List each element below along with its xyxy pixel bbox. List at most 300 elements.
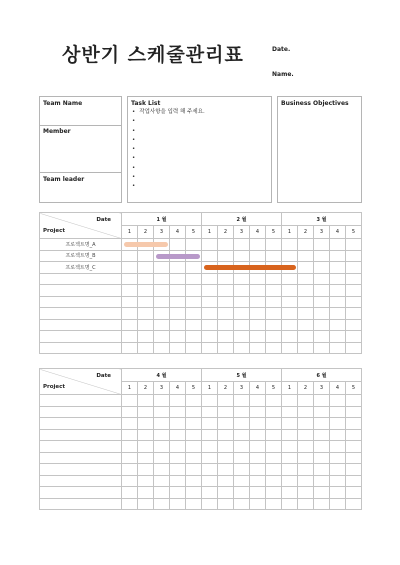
- schedule-cell[interactable]: [298, 429, 314, 441]
- schedule-cell[interactable]: [282, 308, 298, 320]
- schedule-cell[interactable]: [250, 319, 266, 331]
- schedule-cell[interactable]: [122, 296, 138, 308]
- schedule-cell[interactable]: [250, 487, 266, 499]
- schedule-cell[interactable]: [122, 475, 138, 487]
- schedule-cell[interactable]: [154, 487, 170, 499]
- schedule-cell[interactable]: [186, 487, 202, 499]
- schedule-cell[interactable]: [218, 406, 234, 418]
- schedule-cell[interactable]: [346, 262, 362, 274]
- schedule-cell[interactable]: [266, 296, 282, 308]
- schedule-cell[interactable]: [266, 441, 282, 453]
- schedule-cell[interactable]: [346, 475, 362, 487]
- schedule-cell[interactable]: [186, 342, 202, 354]
- schedule-cell[interactable]: [170, 441, 186, 453]
- schedule-cell[interactable]: [218, 308, 234, 320]
- schedule-cell[interactable]: [282, 464, 298, 476]
- schedule-cell[interactable]: [154, 418, 170, 430]
- schedule-cell[interactable]: [314, 452, 330, 464]
- schedule-cell[interactable]: [314, 319, 330, 331]
- schedule-cell[interactable]: [218, 273, 234, 285]
- schedule-cell[interactable]: [218, 342, 234, 354]
- schedule-cell[interactable]: [218, 418, 234, 430]
- schedule-cell[interactable]: [202, 285, 218, 297]
- schedule-cell[interactable]: [234, 429, 250, 441]
- schedule-cell[interactable]: [186, 418, 202, 430]
- schedule-cell[interactable]: [330, 441, 346, 453]
- schedule-cell[interactable]: [266, 464, 282, 476]
- schedule-cell[interactable]: [170, 498, 186, 510]
- schedule-cell[interactable]: [282, 342, 298, 354]
- schedule-cell[interactable]: [138, 418, 154, 430]
- schedule-cell[interactable]: [202, 429, 218, 441]
- task-item[interactable]: [132, 154, 205, 163]
- schedule-cell[interactable]: [250, 475, 266, 487]
- schedule-cell[interactable]: [186, 429, 202, 441]
- schedule-cell[interactable]: [170, 285, 186, 297]
- schedule-cell[interactable]: [250, 262, 266, 274]
- schedule-cell[interactable]: [170, 452, 186, 464]
- schedule-cell[interactable]: [346, 239, 362, 251]
- schedule-cell[interactable]: [154, 239, 170, 251]
- schedule-cell[interactable]: [346, 498, 362, 510]
- schedule-cell[interactable]: [298, 441, 314, 453]
- schedule-cell[interactable]: [234, 239, 250, 251]
- schedule-cell[interactable]: [250, 429, 266, 441]
- schedule-cell[interactable]: [314, 441, 330, 453]
- schedule-cell[interactable]: [282, 262, 298, 274]
- schedule-cell[interactable]: [170, 273, 186, 285]
- schedule-cell[interactable]: [218, 250, 234, 262]
- schedule-cell[interactable]: [330, 250, 346, 262]
- schedule-cell[interactable]: [314, 262, 330, 274]
- project-name-cell[interactable]: [40, 475, 122, 487]
- schedule-cell[interactable]: [122, 239, 138, 251]
- schedule-cell[interactable]: [314, 285, 330, 297]
- schedule-cell[interactable]: [314, 273, 330, 285]
- schedule-cell[interactable]: [250, 464, 266, 476]
- schedule-cell[interactable]: [346, 342, 362, 354]
- schedule-cell[interactable]: [122, 429, 138, 441]
- schedule-cell[interactable]: [266, 342, 282, 354]
- schedule-cell[interactable]: [266, 475, 282, 487]
- schedule-cell[interactable]: [122, 273, 138, 285]
- schedule-cell[interactable]: [122, 319, 138, 331]
- project-name-cell[interactable]: [40, 429, 122, 441]
- schedule-cell[interactable]: [154, 262, 170, 274]
- schedule-cell[interactable]: [170, 331, 186, 343]
- schedule-cell[interactable]: [218, 262, 234, 274]
- schedule-cell[interactable]: [218, 395, 234, 407]
- schedule-cell[interactable]: [330, 475, 346, 487]
- schedule-cell[interactable]: [186, 464, 202, 476]
- schedule-cell[interactable]: [346, 429, 362, 441]
- schedule-cell[interactable]: [138, 239, 154, 251]
- schedule-cell[interactable]: [138, 464, 154, 476]
- schedule-cell[interactable]: [282, 331, 298, 343]
- schedule-cell[interactable]: [330, 308, 346, 320]
- schedule-cell[interactable]: [202, 250, 218, 262]
- schedule-cell[interactable]: [186, 308, 202, 320]
- project-name-cell[interactable]: [40, 331, 122, 343]
- schedule-cell[interactable]: [282, 429, 298, 441]
- schedule-cell[interactable]: [266, 498, 282, 510]
- schedule-cell[interactable]: [202, 262, 218, 274]
- schedule-cell[interactable]: [138, 342, 154, 354]
- schedule-cell[interactable]: [122, 452, 138, 464]
- schedule-cell[interactable]: [314, 342, 330, 354]
- schedule-cell[interactable]: [250, 331, 266, 343]
- schedule-cell[interactable]: [266, 239, 282, 251]
- schedule-cell[interactable]: [346, 319, 362, 331]
- schedule-cell[interactable]: [218, 452, 234, 464]
- schedule-cell[interactable]: [314, 250, 330, 262]
- schedule-cell[interactable]: [346, 441, 362, 453]
- schedule-cell[interactable]: [154, 250, 170, 262]
- schedule-cell[interactable]: [186, 296, 202, 308]
- schedule-cell[interactable]: [314, 429, 330, 441]
- schedule-cell[interactable]: [202, 296, 218, 308]
- schedule-cell[interactable]: [250, 285, 266, 297]
- schedule-cell[interactable]: [266, 273, 282, 285]
- schedule-cell[interactable]: [122, 262, 138, 274]
- schedule-cell[interactable]: [234, 273, 250, 285]
- schedule-cell[interactable]: [282, 498, 298, 510]
- schedule-cell[interactable]: [314, 331, 330, 343]
- task-item[interactable]: [132, 164, 205, 173]
- schedule-cell[interactable]: [186, 452, 202, 464]
- schedule-cell[interactable]: [298, 262, 314, 274]
- schedule-cell[interactable]: [154, 452, 170, 464]
- schedule-cell[interactable]: [330, 331, 346, 343]
- schedule-cell[interactable]: [170, 487, 186, 499]
- project-name-cell[interactable]: [40, 418, 122, 430]
- schedule-cell[interactable]: [330, 406, 346, 418]
- schedule-cell[interactable]: [346, 406, 362, 418]
- project-name-cell[interactable]: [40, 464, 122, 476]
- schedule-cell[interactable]: [330, 239, 346, 251]
- schedule-cell[interactable]: [202, 273, 218, 285]
- schedule-cell[interactable]: [266, 487, 282, 499]
- schedule-cell[interactable]: [266, 331, 282, 343]
- schedule-cell[interactable]: [346, 464, 362, 476]
- project-name-cell[interactable]: [40, 395, 122, 407]
- schedule-cell[interactable]: [298, 319, 314, 331]
- schedule-cell[interactable]: [122, 498, 138, 510]
- schedule-cell[interactable]: [170, 239, 186, 251]
- schedule-cell[interactable]: [282, 452, 298, 464]
- schedule-cell[interactable]: [170, 308, 186, 320]
- schedule-cell[interactable]: [282, 475, 298, 487]
- schedule-cell[interactable]: [122, 487, 138, 499]
- schedule-cell[interactable]: [138, 308, 154, 320]
- project-name-cell[interactable]: 프로젝트명_B: [40, 250, 122, 262]
- schedule-cell[interactable]: [170, 342, 186, 354]
- project-name-cell[interactable]: [40, 441, 122, 453]
- schedule-cell[interactable]: [154, 429, 170, 441]
- schedule-cell[interactable]: [186, 406, 202, 418]
- schedule-cell[interactable]: [202, 406, 218, 418]
- schedule-cell[interactable]: [266, 452, 282, 464]
- schedule-cell[interactable]: [346, 331, 362, 343]
- schedule-cell[interactable]: [282, 319, 298, 331]
- schedule-cell[interactable]: [234, 342, 250, 354]
- schedule-cell[interactable]: [314, 487, 330, 499]
- schedule-cell[interactable]: [250, 342, 266, 354]
- schedule-cell[interactable]: [122, 441, 138, 453]
- schedule-cell[interactable]: [138, 441, 154, 453]
- schedule-cell[interactable]: [234, 498, 250, 510]
- project-name-cell[interactable]: [40, 498, 122, 510]
- schedule-cell[interactable]: [234, 464, 250, 476]
- schedule-cell[interactable]: [298, 331, 314, 343]
- schedule-cell[interactable]: [330, 285, 346, 297]
- schedule-cell[interactable]: [186, 498, 202, 510]
- schedule-cell[interactable]: [170, 418, 186, 430]
- schedule-cell[interactable]: [138, 429, 154, 441]
- schedule-cell[interactable]: [314, 464, 330, 476]
- schedule-cell[interactable]: [330, 319, 346, 331]
- schedule-cell[interactable]: [282, 395, 298, 407]
- schedule-cell[interactable]: [122, 285, 138, 297]
- schedule-cell[interactable]: [250, 498, 266, 510]
- schedule-cell[interactable]: [314, 308, 330, 320]
- schedule-cell[interactable]: [138, 487, 154, 499]
- schedule-cell[interactable]: [154, 406, 170, 418]
- schedule-cell[interactable]: [170, 262, 186, 274]
- schedule-cell[interactable]: [202, 487, 218, 499]
- schedule-cell[interactable]: [170, 319, 186, 331]
- schedule-cell[interactable]: [186, 475, 202, 487]
- schedule-cell[interactable]: [154, 308, 170, 320]
- schedule-cell[interactable]: [122, 464, 138, 476]
- schedule-cell[interactable]: [138, 331, 154, 343]
- project-name-cell[interactable]: [40, 487, 122, 499]
- project-name-cell[interactable]: [40, 319, 122, 331]
- schedule-cell[interactable]: [330, 273, 346, 285]
- schedule-cell[interactable]: [346, 273, 362, 285]
- project-name-cell[interactable]: [40, 308, 122, 320]
- schedule-cell[interactable]: [234, 319, 250, 331]
- schedule-cell[interactable]: [122, 250, 138, 262]
- schedule-cell[interactable]: [170, 296, 186, 308]
- schedule-cell[interactable]: [154, 296, 170, 308]
- schedule-cell[interactable]: [266, 406, 282, 418]
- schedule-cell[interactable]: [314, 395, 330, 407]
- schedule-cell[interactable]: [154, 331, 170, 343]
- schedule-cell[interactable]: [202, 395, 218, 407]
- schedule-cell[interactable]: [250, 418, 266, 430]
- project-name-cell[interactable]: [40, 285, 122, 297]
- schedule-cell[interactable]: [122, 308, 138, 320]
- schedule-cell[interactable]: [314, 296, 330, 308]
- schedule-cell[interactable]: [250, 395, 266, 407]
- schedule-cell[interactable]: [314, 406, 330, 418]
- schedule-cell[interactable]: [282, 487, 298, 499]
- schedule-cell[interactable]: [282, 296, 298, 308]
- schedule-cell[interactable]: [346, 308, 362, 320]
- schedule-cell[interactable]: [154, 475, 170, 487]
- schedule-cell[interactable]: [346, 487, 362, 499]
- schedule-cell[interactable]: [298, 296, 314, 308]
- schedule-cell[interactable]: [298, 250, 314, 262]
- schedule-cell[interactable]: [266, 262, 282, 274]
- schedule-cell[interactable]: [330, 342, 346, 354]
- schedule-cell[interactable]: [202, 331, 218, 343]
- schedule-cell[interactable]: [330, 452, 346, 464]
- schedule-cell[interactable]: [298, 273, 314, 285]
- schedule-cell[interactable]: [298, 452, 314, 464]
- schedule-cell[interactable]: [250, 308, 266, 320]
- schedule-cell[interactable]: [138, 475, 154, 487]
- schedule-cell[interactable]: [298, 475, 314, 487]
- schedule-cell[interactable]: [298, 308, 314, 320]
- schedule-cell[interactable]: [154, 342, 170, 354]
- project-name-cell[interactable]: [40, 452, 122, 464]
- schedule-cell[interactable]: [346, 395, 362, 407]
- schedule-cell[interactable]: [186, 441, 202, 453]
- schedule-cell[interactable]: [234, 395, 250, 407]
- task-item[interactable]: [132, 145, 205, 154]
- schedule-cell[interactable]: [250, 239, 266, 251]
- schedule-cell[interactable]: [282, 406, 298, 418]
- schedule-cell[interactable]: [346, 418, 362, 430]
- schedule-cell[interactable]: [170, 395, 186, 407]
- schedule-cell[interactable]: [218, 487, 234, 499]
- task-item[interactable]: [132, 182, 205, 191]
- schedule-cell[interactable]: [138, 262, 154, 274]
- schedule-cell[interactable]: [218, 441, 234, 453]
- schedule-cell[interactable]: [202, 342, 218, 354]
- schedule-cell[interactable]: [250, 406, 266, 418]
- project-name-cell[interactable]: [40, 296, 122, 308]
- schedule-cell[interactable]: [330, 296, 346, 308]
- schedule-cell[interactable]: [122, 342, 138, 354]
- schedule-cell[interactable]: [298, 239, 314, 251]
- schedule-cell[interactable]: [298, 406, 314, 418]
- schedule-cell[interactable]: [202, 452, 218, 464]
- schedule-cell[interactable]: [218, 429, 234, 441]
- schedule-cell[interactable]: [186, 239, 202, 251]
- schedule-cell[interactable]: [170, 475, 186, 487]
- schedule-cell[interactable]: [154, 319, 170, 331]
- project-name-cell[interactable]: [40, 342, 122, 354]
- schedule-cell[interactable]: [298, 487, 314, 499]
- schedule-cell[interactable]: [202, 319, 218, 331]
- schedule-cell[interactable]: [298, 285, 314, 297]
- schedule-cell[interactable]: [314, 498, 330, 510]
- schedule-cell[interactable]: [218, 296, 234, 308]
- schedule-cell[interactable]: [282, 250, 298, 262]
- schedule-cell[interactable]: [138, 452, 154, 464]
- schedule-cell[interactable]: [202, 308, 218, 320]
- schedule-cell[interactable]: [218, 331, 234, 343]
- schedule-cell[interactable]: [154, 441, 170, 453]
- schedule-cell[interactable]: [346, 296, 362, 308]
- schedule-cell[interactable]: [202, 441, 218, 453]
- task-item[interactable]: [132, 117, 205, 126]
- schedule-cell[interactable]: [122, 418, 138, 430]
- schedule-cell[interactable]: [250, 273, 266, 285]
- project-name-cell[interactable]: 프로젝트명_C: [40, 262, 122, 274]
- schedule-cell[interactable]: [234, 406, 250, 418]
- schedule-cell[interactable]: [186, 395, 202, 407]
- schedule-cell[interactable]: [218, 319, 234, 331]
- schedule-cell[interactable]: [138, 273, 154, 285]
- schedule-cell[interactable]: [186, 285, 202, 297]
- schedule-cell[interactable]: [282, 285, 298, 297]
- project-name-cell[interactable]: [40, 273, 122, 285]
- schedule-cell[interactable]: [138, 498, 154, 510]
- schedule-cell[interactable]: [138, 319, 154, 331]
- schedule-cell[interactable]: [170, 429, 186, 441]
- schedule-cell[interactable]: [170, 250, 186, 262]
- schedule-cell[interactable]: [122, 395, 138, 407]
- schedule-cell[interactable]: [154, 464, 170, 476]
- schedule-cell[interactable]: [234, 308, 250, 320]
- schedule-cell[interactable]: [346, 452, 362, 464]
- schedule-cell[interactable]: [202, 498, 218, 510]
- schedule-cell[interactable]: [314, 418, 330, 430]
- task-item[interactable]: • 작업사항을 입력 해 주세요.: [132, 108, 205, 117]
- schedule-cell[interactable]: [282, 273, 298, 285]
- schedule-cell[interactable]: [250, 452, 266, 464]
- schedule-cell[interactable]: [234, 418, 250, 430]
- schedule-cell[interactable]: [170, 464, 186, 476]
- schedule-cell[interactable]: [154, 395, 170, 407]
- schedule-cell[interactable]: [202, 464, 218, 476]
- schedule-cell[interactable]: [138, 250, 154, 262]
- schedule-cell[interactable]: [186, 331, 202, 343]
- schedule-cell[interactable]: [202, 418, 218, 430]
- schedule-cell[interactable]: [282, 418, 298, 430]
- schedule-cell[interactable]: [234, 487, 250, 499]
- schedule-cell[interactable]: [154, 285, 170, 297]
- schedule-cell[interactable]: [266, 319, 282, 331]
- schedule-cell[interactable]: [298, 342, 314, 354]
- task-item[interactable]: [132, 173, 205, 182]
- schedule-cell[interactable]: [234, 250, 250, 262]
- task-item[interactable]: [132, 127, 205, 136]
- schedule-cell[interactable]: [218, 285, 234, 297]
- schedule-cell[interactable]: [138, 395, 154, 407]
- schedule-cell[interactable]: [282, 441, 298, 453]
- schedule-cell[interactable]: [234, 262, 250, 274]
- project-name-cell[interactable]: 프로젝트명_A: [40, 239, 122, 251]
- schedule-cell[interactable]: [218, 239, 234, 251]
- schedule-cell[interactable]: [138, 285, 154, 297]
- schedule-cell[interactable]: [234, 331, 250, 343]
- schedule-cell[interactable]: [138, 406, 154, 418]
- schedule-cell[interactable]: [282, 239, 298, 251]
- task-item[interactable]: [132, 136, 205, 145]
- schedule-cell[interactable]: [234, 285, 250, 297]
- schedule-cell[interactable]: [346, 250, 362, 262]
- schedule-cell[interactable]: [250, 250, 266, 262]
- schedule-cell[interactable]: [330, 429, 346, 441]
- schedule-cell[interactable]: [266, 429, 282, 441]
- schedule-cell[interactable]: [154, 498, 170, 510]
- schedule-cell[interactable]: [218, 464, 234, 476]
- schedule-cell[interactable]: [186, 250, 202, 262]
- schedule-cell[interactable]: [234, 296, 250, 308]
- schedule-cell[interactable]: [154, 273, 170, 285]
- schedule-cell[interactable]: [234, 452, 250, 464]
- schedule-cell[interactable]: [218, 498, 234, 510]
- schedule-cell[interactable]: [298, 418, 314, 430]
- schedule-cell[interactable]: [314, 475, 330, 487]
- schedule-cell[interactable]: [330, 395, 346, 407]
- schedule-cell[interactable]: [298, 498, 314, 510]
